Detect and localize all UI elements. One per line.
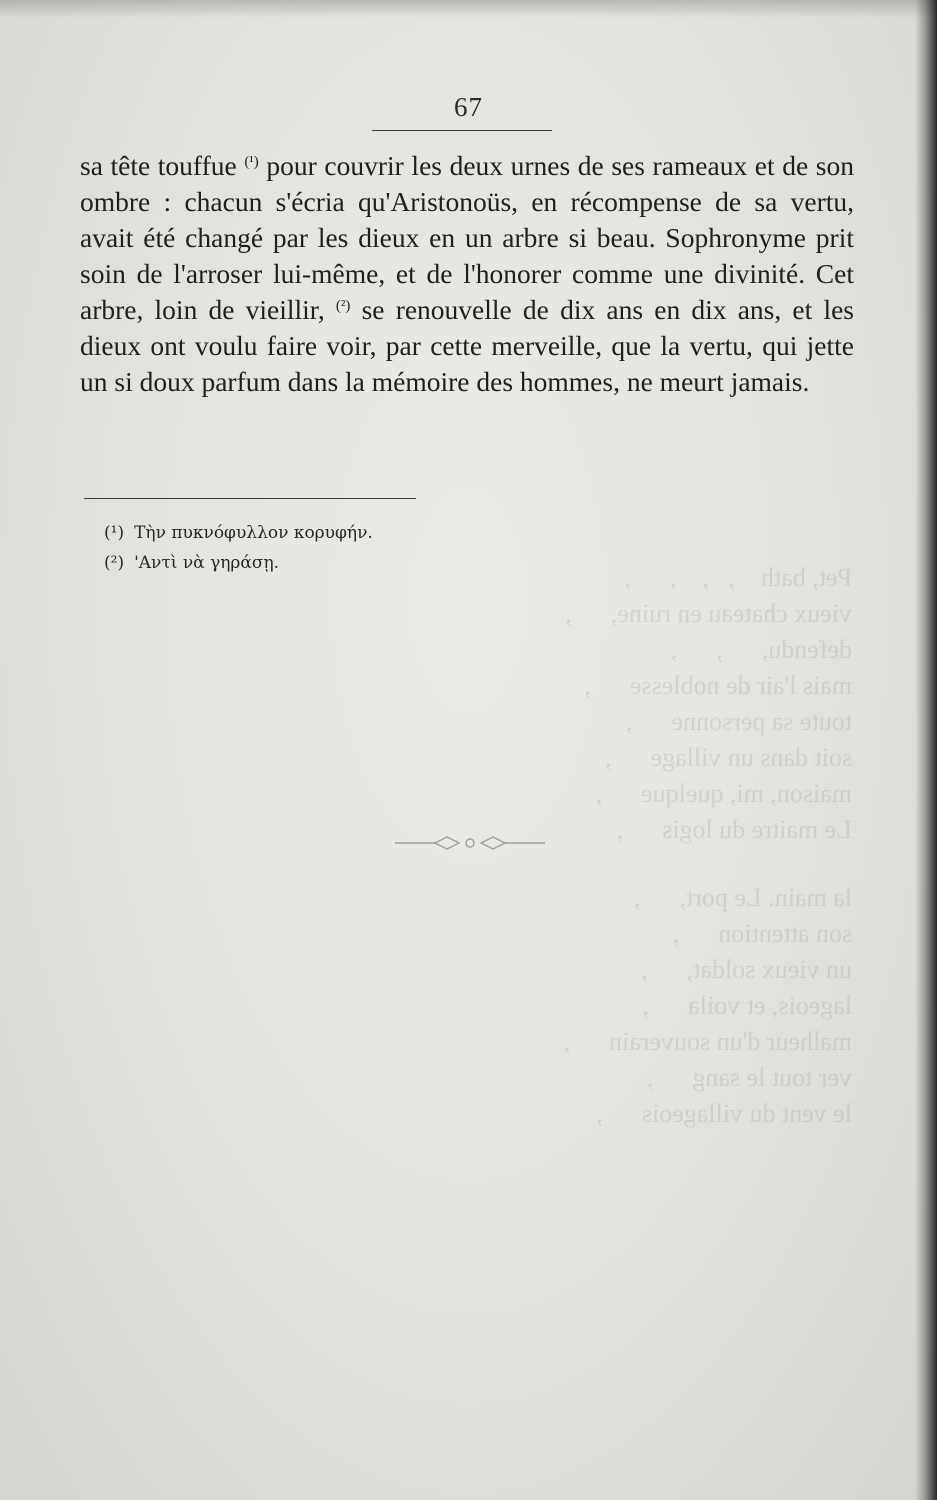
text-segment-3: se renouvelle de dix ans en dix ans, et les dieux ont voulu faire voir, par cette merveille, que la vertu, qui jette un si doux parfum dans la mémoire des hommes, ne meurt jamais. (80, 294, 854, 397)
footnote-rule (84, 498, 416, 499)
text-segment-2: pour couvrir les deux urnes de ses rameaux et de son ombre : chacun s'écria qu'Aristonoüs, en récompense de sa vertu, avait été changé par les dieux en un arbre si beau. Sophronyme prit soin de l'arroser lui-même, et de l'honorer comme une divinité. Cet arbre, loin de vieillir, (80, 150, 855, 325)
footnote-mark-2: (²) (104, 553, 125, 573)
page-number: 67 (454, 92, 483, 122)
text-segment-1: sa tête touffue (80, 150, 245, 181)
bleed-through-text-2: la main. Le port, , son attention , un vieux soldat, , lageois, et voila , malheur d'un souverain , ver tout le sang , le vent du villageois , (563, 883, 852, 1128)
footnotes (104, 518, 373, 578)
bleed-through-text: Pet, bath , , , , vieux chateau en ruine, , defendu, , , mais l'air de noblesse , toute sa personne , soit dans un village , maison, mi, quelque , Le maitre du logis , (565, 563, 852, 844)
page-number-rule (372, 130, 552, 131)
ornament-divider (395, 833, 545, 853)
binding-edge (915, 0, 937, 1500)
footnote-2 (104, 548, 373, 578)
footnote-mark-1: (¹) (104, 523, 125, 543)
top-shadow (0, 0, 937, 18)
main-paragraph (80, 148, 854, 400)
footnote-ref-1: (¹) (244, 154, 259, 170)
footnote-1 (104, 518, 373, 548)
footnote-text-2: 'Αντὶ νὰ γηράσῃ. (134, 553, 280, 573)
footnote-ref-2: (²) (335, 298, 351, 314)
footnote-text-1: Τὴν πυκνόφυλλον κορυφήν. (134, 523, 373, 543)
